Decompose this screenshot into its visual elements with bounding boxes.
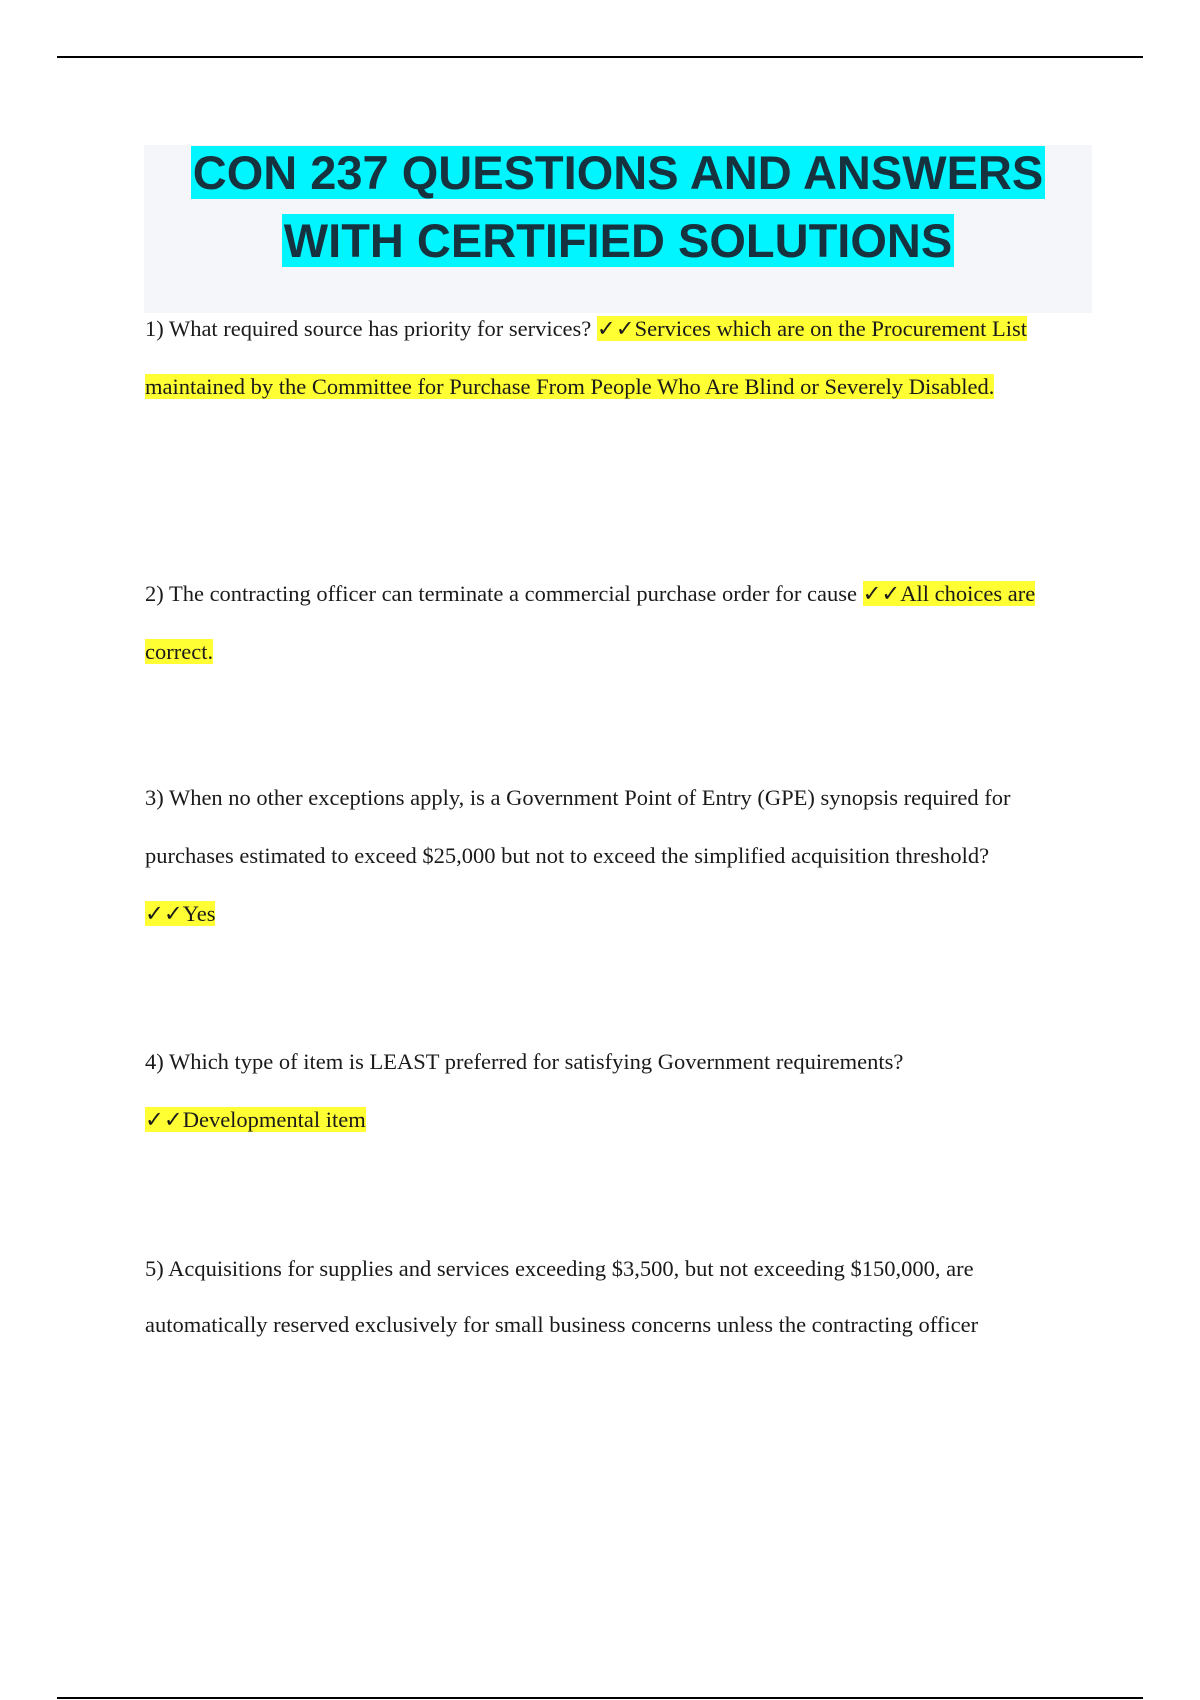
- answer-text: ✓✓Developmental item: [145, 1107, 366, 1132]
- question-text: 1) What required source has priority for services?: [145, 316, 592, 341]
- qa-item-2: [145, 565, 1085, 681]
- document-title-line-1: CON 237 QUESTIONS AND ANSWERS: [192, 146, 1044, 199]
- qa-item-4: [145, 1033, 1085, 1149]
- question-text: 2) The contracting officer can terminate a commercial purchase order for cause: [145, 581, 857, 606]
- question-text: 4) Which type of item is LEAST preferred for satisfying Government requirements?: [145, 1049, 904, 1074]
- answer-text: ✓✓Yes: [145, 901, 216, 926]
- header-rule: [57, 56, 1143, 58]
- qa-item-1: [145, 300, 1085, 416]
- question-text: 3) When no other exceptions apply, is a Government Point of Entry (GPE) synopsis required for purchases estimated to exceed $25,000 but not to exceed the simplified acquisition threshold?: [145, 785, 1011, 868]
- qa-item-5: [145, 1241, 1085, 1353]
- title-panel: [144, 145, 1092, 313]
- footer-rule: [57, 1697, 1143, 1699]
- question-text: 5) Acquisitions for supplies and services exceeding $3,500, but not exceeding $150,000, are automatically reserved exclusively for small business concerns unless the contracting officer: [145, 1256, 979, 1337]
- answer-text: ✓✓All choices are correct.: [145, 581, 1036, 664]
- document-title-line-2: WITH CERTIFIED SOLUTIONS: [283, 214, 953, 267]
- qa-item-3: [145, 769, 1085, 943]
- answer-text: ✓✓Services which are on the Procurement List maintained by the Committee for Purchase From People Who Are Blind or Severely Disabled.: [145, 316, 1028, 399]
